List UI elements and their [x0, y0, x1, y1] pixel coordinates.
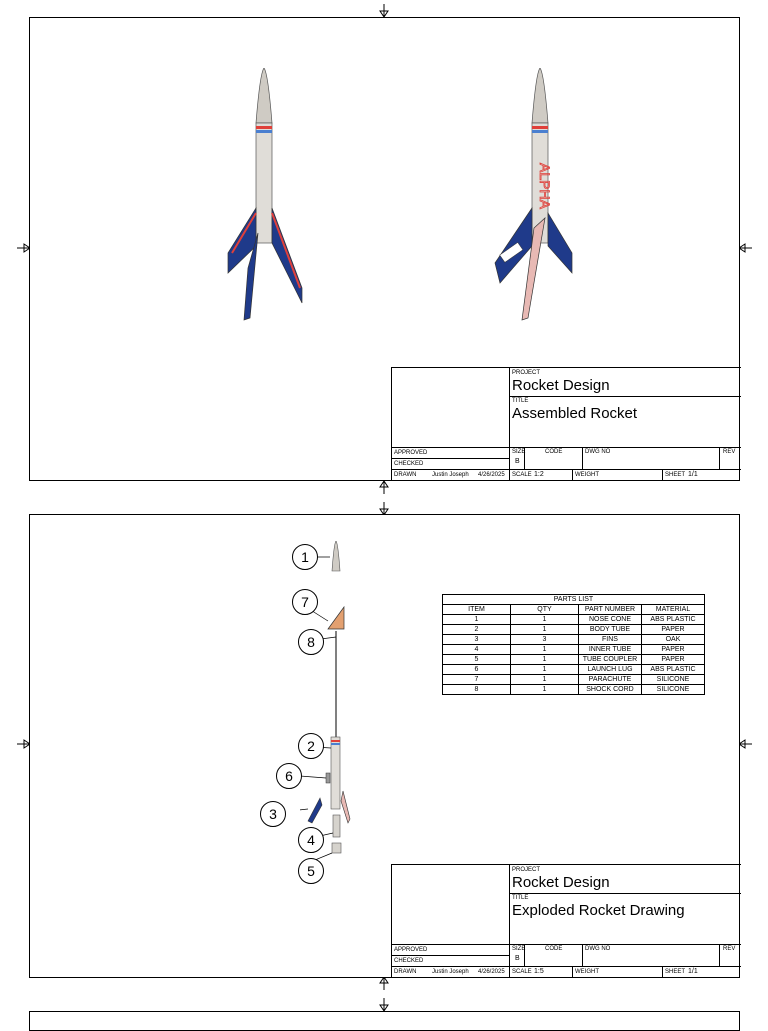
- balloon-item-3: 3: [260, 801, 286, 827]
- title-block: [391, 367, 741, 481]
- alpha-decal: ALPHA: [537, 163, 553, 209]
- drawing-sheet-3: [29, 1011, 740, 1031]
- col-part-number: PART NUMBER: [579, 605, 642, 615]
- table-row: 3 3 FINS OAK: [443, 635, 705, 645]
- size-value: B: [515, 955, 520, 962]
- col-material: MATERIAL: [642, 605, 705, 615]
- col-qty: QTY: [511, 605, 579, 615]
- balloon-item-7: 7: [292, 589, 318, 615]
- center-mark-right-2: [738, 738, 752, 750]
- table-row: 7 1 PARACHUTE SILICONE: [443, 675, 705, 685]
- scale-label: SCALE: [512, 969, 532, 975]
- drawn-by: Justin Joseph: [432, 969, 469, 975]
- drawn-date: 4/26/2025: [478, 472, 505, 478]
- table-row: 5 1 TUBE COUPLER PAPER: [443, 655, 705, 665]
- title-block-2: [391, 864, 741, 978]
- sheet-value: 1/1: [688, 471, 698, 478]
- table-row: 4 1 INNER TUBE PAPER: [443, 645, 705, 655]
- approved-label: APPROVED: [394, 450, 428, 456]
- drawn-label: DRAWN: [394, 969, 417, 975]
- scale-value: 1:5: [534, 968, 544, 975]
- table-row: 1 1 NOSE CONE ABS PLASTIC: [443, 615, 705, 625]
- sheet-value: 1/1: [688, 968, 698, 975]
- dwg-no-label: DWG NO: [585, 946, 611, 952]
- scale-label: SCALE: [512, 472, 532, 478]
- exploded-rocket-view: [300, 541, 380, 861]
- balloon-item-2: 2: [298, 733, 324, 759]
- code-label: CODE: [545, 946, 563, 952]
- center-mark-bottom: [378, 480, 390, 494]
- sheet-label: SHEET: [665, 969, 686, 975]
- rocket-front-view: [220, 68, 310, 323]
- project-name: Rocket Design: [512, 377, 610, 394]
- drawn-label: DRAWN: [394, 472, 417, 478]
- checked-label: CHECKED: [394, 958, 424, 964]
- col-item: ITEM: [443, 605, 511, 615]
- table-row: 2 1 BODY TUBE PAPER: [443, 625, 705, 635]
- balloon-item-6: 6: [276, 763, 302, 789]
- parts-list-table: [442, 594, 705, 695]
- weight-label: WEIGHT: [575, 969, 599, 975]
- balloon-item-8: 8: [298, 629, 324, 655]
- drawing-title: Assembled Rocket: [512, 405, 638, 422]
- balloon-item-5: 5: [298, 858, 324, 884]
- approved-label: APPROVED: [394, 947, 428, 953]
- rev-label: REV: [723, 449, 736, 455]
- drawing-sheet-assembled: [29, 17, 740, 481]
- sheet-label: SHEET: [665, 472, 686, 478]
- scale-value: 1:2: [534, 471, 544, 478]
- drawn-date: 4/26/2025: [478, 969, 505, 975]
- code-label: CODE: [545, 449, 563, 455]
- center-mark-bottom-2: [378, 976, 390, 990]
- dwg-no-label: DWG NO: [585, 449, 611, 455]
- drawing-title: Exploded Rocket Drawing: [512, 902, 685, 919]
- balloon-item-1: 1: [292, 544, 318, 570]
- project-name: Rocket Design: [512, 874, 610, 891]
- drawing-sheet-exploded: [29, 514, 740, 978]
- weight-label: WEIGHT: [575, 472, 599, 478]
- center-mark-right: [738, 242, 752, 254]
- center-mark-top-3: [378, 998, 390, 1012]
- size-label: SIZE: [512, 946, 526, 952]
- project-label: PROJECT: [512, 370, 541, 376]
- balloon-item-4: 4: [298, 827, 324, 853]
- size-label: SIZE: [512, 449, 526, 455]
- checked-label: CHECKED: [394, 461, 424, 467]
- table-row: 8 1 SHOCK CORD SILICONE: [443, 685, 705, 695]
- rocket-side-view: [490, 68, 585, 323]
- rev-label: REV: [723, 946, 736, 952]
- project-label: PROJECT: [512, 867, 541, 873]
- center-mark-top: [378, 4, 390, 18]
- table-row: 6 1 LAUNCH LUG ABS PLASTIC: [443, 665, 705, 675]
- drawn-by: Justin Joseph: [432, 472, 469, 478]
- title-label: TITLE: [512, 398, 529, 404]
- parts-list-caption: PARTS LIST: [443, 595, 705, 605]
- size-value: B: [515, 458, 520, 465]
- title-label: TITLE: [512, 895, 529, 901]
